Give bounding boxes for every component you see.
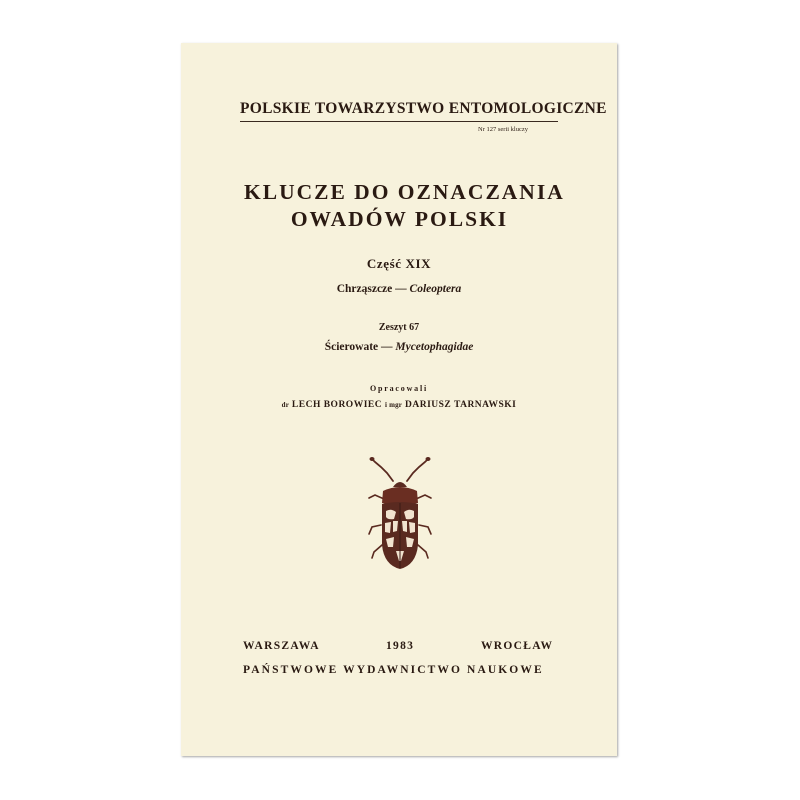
header-rule — [240, 121, 558, 122]
author1-title: dr — [281, 401, 290, 409]
beetle-head — [393, 482, 407, 487]
beetle-antenna-clubs — [370, 457, 431, 461]
society-name: POLSKIE TOWARZYSTWO ENTOMOLOGICZNE — [240, 100, 607, 117]
order-polish: Chrząszcze — — [336, 283, 407, 295]
city-left: WARSZAWA — [243, 640, 320, 652]
authors — [181, 400, 617, 410]
author1-name: LECH BOROWIEC — [291, 400, 383, 410]
family-latin: Mycetophagidae — [395, 341, 474, 353]
series-number: Nr 127 serii kluczy — [478, 126, 529, 133]
title-line-1: KLUCZE DO OZNACZANIA — [244, 180, 565, 204]
beetle-antennae — [372, 459, 428, 481]
byline-label: Opracowali — [370, 384, 428, 393]
beetle-illustration — [360, 455, 440, 575]
order-latin: Coleoptera — [409, 283, 462, 295]
publisher-name: PAŃSTWOWE WYDAWNICTWO NAUKOWE — [243, 664, 544, 676]
city-right: WROCŁAW — [481, 640, 554, 652]
publication-year: 1983 — [386, 640, 415, 652]
family-name — [181, 341, 617, 353]
issue-number: Zeszyt 67 — [378, 322, 420, 333]
order-name — [181, 283, 617, 295]
title-line-2: OWADÓW POLSKI — [290, 207, 509, 231]
author-connector: i mgr — [384, 401, 403, 409]
part-number: Część XIX — [366, 256, 432, 271]
family-polish: Ścierowate — — [324, 341, 393, 353]
author2-name: DARIUSZ TARNAWSKI — [404, 400, 517, 410]
